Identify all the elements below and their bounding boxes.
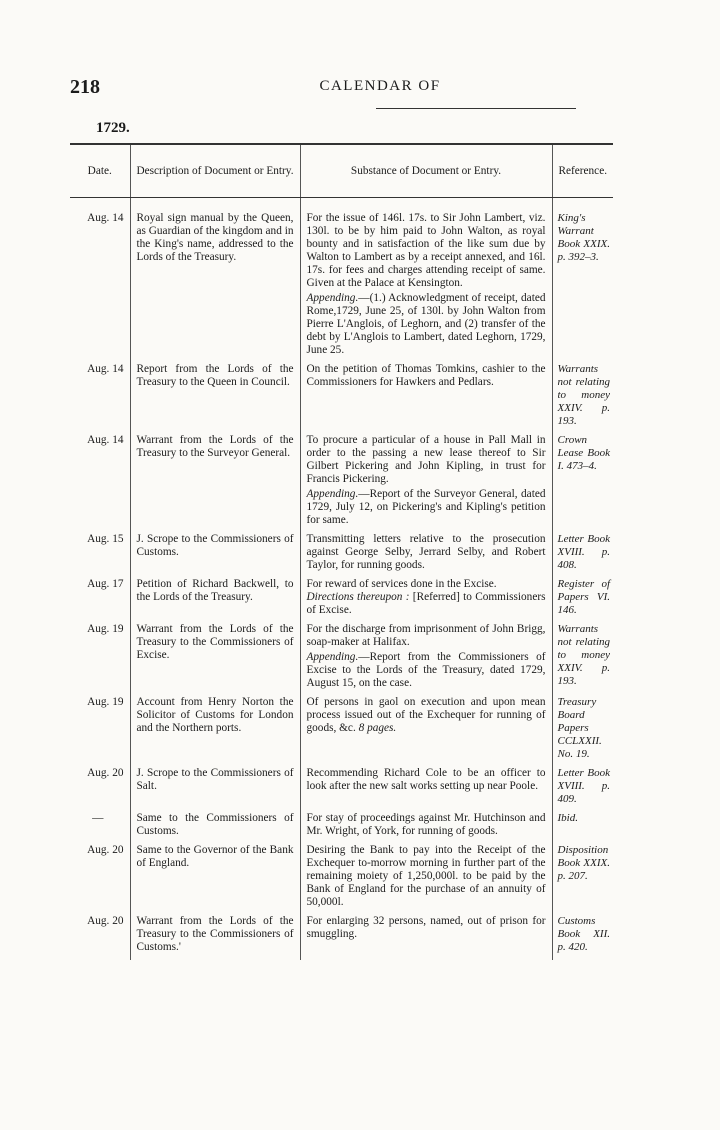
entry-reference: Treasury Board Papers CCLXXII. No. 19. — [552, 696, 613, 767]
entry-substance: Recommending Richard Cole to be an officer to look after the new salt works setting up near Poole. — [300, 767, 552, 812]
table-row — [70, 198, 613, 364]
entry-date: Aug. 20 — [70, 844, 130, 915]
entry-reference: Register of Papers VI. 146. — [552, 578, 613, 623]
entry-substance — [300, 623, 552, 696]
entry-description: Report from the Lords of the Treasury to the Queen in Council. — [130, 363, 300, 434]
table-row — [70, 767, 613, 812]
entry-substance: On the petition of Thomas Tomkins, cashier to the Commissioners for Hawkers and Pedlars. — [300, 363, 552, 434]
entry-description: Petition of Richard Backwell, to the Lords of the Treasury. — [130, 578, 300, 623]
entry-substance-text: To procure a particular of a house in Pall Mall in order to the passing a new lease thereof to Sir Gilbert Pickering and John Kipling, in trust for Francis Pickering. — [306, 434, 546, 485]
entry-substance-text: For reward of services done in the Excise. — [306, 578, 497, 590]
appending-text: [Referred] to Commissioners of Excise. — [306, 591, 546, 616]
appending-text: —Report from the Commissioners of Excise to the Lords of the Treasury, dated 1729, August 15, on the case. — [306, 651, 546, 689]
entry-appending — [307, 651, 546, 690]
entry-appending — [307, 591, 546, 617]
entry-date: Aug. 20 — [70, 915, 130, 960]
entry-date: Aug. 19 — [70, 696, 130, 767]
entry-reference: Letter Book XVIII. p. 408. — [552, 533, 613, 578]
entry-date: Aug. 14 — [70, 363, 130, 434]
entry-reference: Warrants not relating to money XXIV. p. 193. — [552, 623, 613, 696]
running-head: CALENDAR OF — [319, 78, 441, 94]
table-row — [70, 578, 613, 623]
table-row — [70, 434, 613, 533]
entry-pages: 8 pages. — [358, 722, 397, 734]
table-row — [70, 533, 613, 578]
table-header-row — [70, 144, 613, 198]
entry-date: Aug. 14 — [70, 198, 130, 364]
entry-date: — — [70, 812, 130, 844]
column-header-date: Date. — [70, 144, 130, 198]
year-heading: 1729. — [96, 120, 130, 136]
entry-date: Aug. 14 — [70, 434, 130, 533]
entry-description: Warrant from the Lords of the Treasury to the Commissioners of Customs.' — [130, 915, 300, 960]
entry-date: Aug. 19 — [70, 623, 130, 696]
entry-substance: Transmitting letters relative to the prosecution against George Selby, Jerrard Selby, and Robert Taylor, for running goods. — [300, 533, 552, 578]
entry-substance: For stay of proceedings against Mr. Hutchinson and Mr. Wright, of York, for running of goods. — [300, 812, 552, 844]
entry-date: Aug. 15 — [70, 533, 130, 578]
table-row — [70, 915, 613, 960]
entry-substance: Desiring the Bank to pay into the Receipt of the Exchequer to-morrow morning in further part of the remaining moiety of 1,250,000l. to be paid by the Bank of England for the purchase of an annuity of 50,000l. — [300, 844, 552, 915]
entry-reference: Customs Book XII. p. 420. — [552, 915, 613, 960]
appending-text: —Report of the Surveyor General, dated 1729, July 12, on Pickering's and Kipling's petition for same. — [306, 488, 546, 526]
appending-label: Appending. — [306, 651, 359, 663]
entry-date: Aug. 20 — [70, 767, 130, 812]
entry-description: Account from Henry Norton the Solicitor of Customs for London and the Northern ports. — [130, 696, 300, 767]
entry-reference: Ibid. — [552, 812, 613, 844]
calendar-table — [70, 143, 613, 960]
table-row — [70, 844, 613, 915]
column-header-reference: Reference. — [552, 144, 613, 198]
running-head-rule — [376, 108, 576, 109]
entry-substance-text: For the issue of 146l. 17s. to Sir John Lambert, viz. 130l. to be by him paid to John Walton, as royal bounty and in satisfaction of the like sum due by Walton to Lambert as by a receipt annexed, and 16l. 17s. for fees and charges attending receipt of same. Given at the Palace at Kensington. — [306, 212, 546, 289]
entry-substance: For enlarging 32 persons, named, out of prison for smuggling. — [300, 915, 552, 960]
entry-substance — [300, 434, 552, 533]
column-header-description: Description of Document or Entry. — [130, 144, 300, 198]
entry-substance — [300, 696, 552, 767]
entry-description: J. Scrope to the Commissioners of Customs. — [130, 533, 300, 578]
appending-text: —(1.) Acknowledgment of receipt, dated Rome,1729, June 25, of 130l. by John Walton from Pierre L'Anglois, of Leghorn, and (2) transfer of the debt by L'Anglois to Lambert, dated Leghorn, 1729, June 25. — [306, 292, 546, 356]
column-header-substance: Substance of Document or Entry. — [300, 144, 552, 198]
entry-substance-text: Of persons in gaol on execution and upon mean process issued out of the Exchequer for running of goods, &c. — [306, 696, 546, 734]
table-row — [70, 696, 613, 767]
appending-label: Appending. — [306, 488, 359, 500]
entry-substance — [300, 198, 552, 364]
entry-reference: King's Warrant Book XXIX. p. 392–3. — [552, 198, 613, 364]
entry-description: Same to the Governor of the Bank of England. — [130, 844, 300, 915]
appending-label: Appending. — [306, 292, 359, 304]
entry-date: Aug. 17 — [70, 578, 130, 623]
entry-appending — [307, 488, 546, 527]
entry-description: Warrant from the Lords of the Treasury to the Surveyor General. — [130, 434, 300, 533]
entry-reference: Warrants not relating to money XXIV. p. 193. — [552, 363, 613, 434]
calendar-table-wrapper — [70, 143, 613, 1035]
entry-reference: Letter Book XVIII. p. 409. — [552, 767, 613, 812]
entry-reference: Disposition Book XXIX. p. 207. — [552, 844, 613, 915]
table-row — [70, 363, 613, 434]
table-row — [70, 623, 613, 696]
entry-description: Same to the Commissioners of Customs. — [130, 812, 300, 844]
entry-reference: Crown Lease Book I. 473–4. — [552, 434, 613, 533]
entry-appending — [307, 292, 546, 357]
entry-substance-text: For the discharge from imprisonment of John Brigg, soap-maker at Halifax. — [306, 623, 546, 648]
entry-description: J. Scrope to the Commissioners of Salt. — [130, 767, 300, 812]
entry-substance — [300, 578, 552, 623]
page-number: 218 — [70, 76, 100, 98]
entry-description: Warrant from the Lords of the Treasury to the Commissioners of Excise. — [130, 623, 300, 696]
table-row — [70, 812, 613, 844]
entry-description: Royal sign manual by the Queen, as Guardian of the kingdom and in the King's name, addressed to the Lords of the Treasury. — [130, 198, 300, 364]
appending-label: Directions thereupon : — [306, 591, 410, 603]
